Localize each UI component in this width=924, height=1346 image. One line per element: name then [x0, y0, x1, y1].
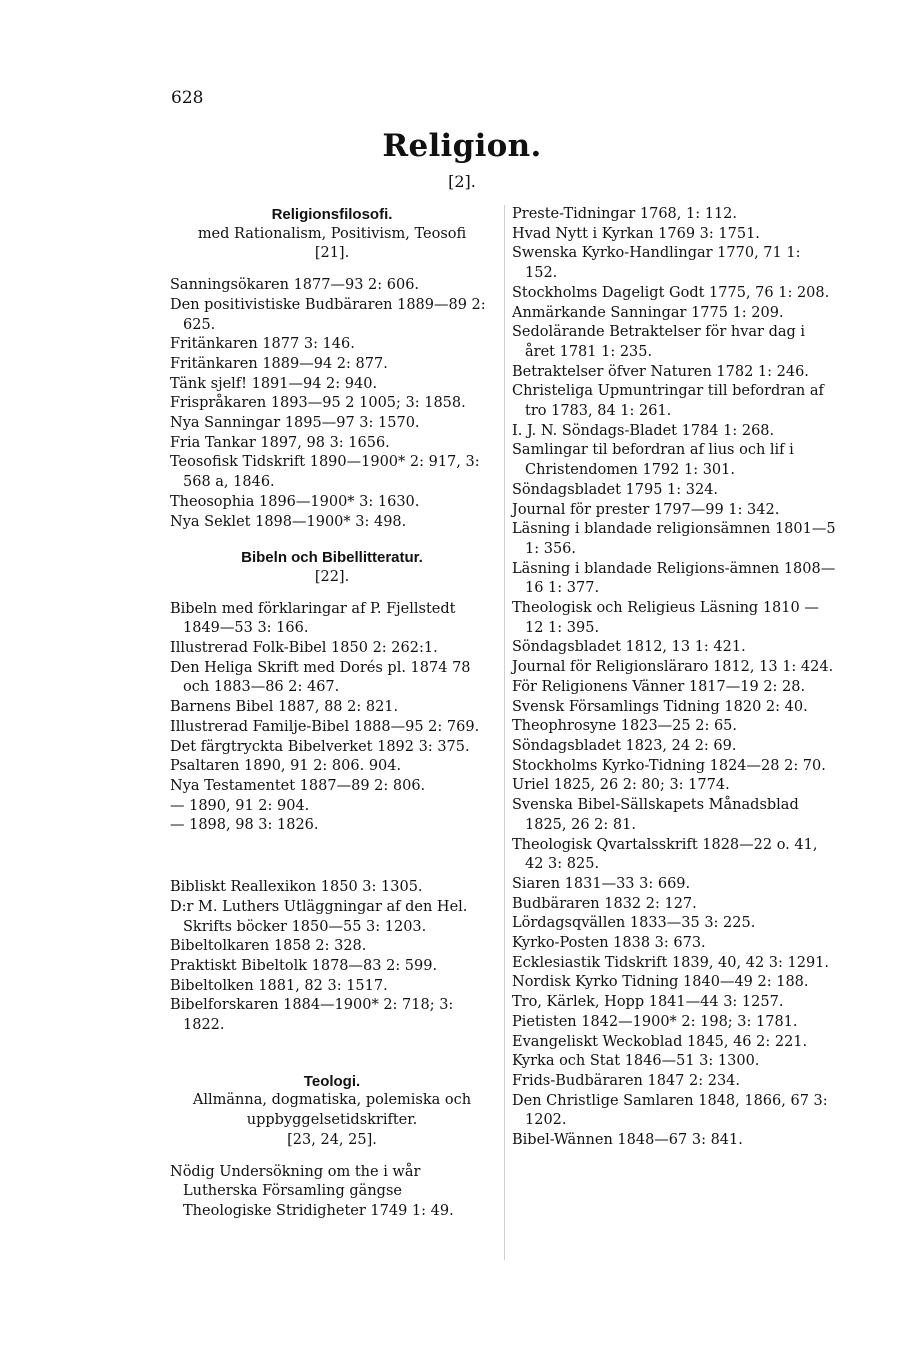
list-item: Frids-Budbäraren 1847 2: 234.	[512, 1072, 741, 1089]
list-item: Preste-Tidningar 1768, 1: 112.	[512, 206, 737, 222]
list-item: Barnens Bibel 1887, 88 2: 821.	[170, 699, 399, 716]
section-heading-religionsfilosofi: Religionsfilosofi.	[271, 206, 393, 223]
section-subtitle: med Rationalism, Positivism, Teosofi	[197, 225, 467, 242]
list-item: Illustrerad Familje-Bibel 1888—95 2: 769.	[170, 718, 480, 735]
list-item: Theologisk och Religieus Läsning 1810 —12 1: 395.	[512, 600, 819, 636]
list-item: Nordisk Kyrko Tidning 1840—49 2: 188.	[512, 974, 809, 991]
entry-list	[170, 878, 494, 1036]
list-item: Anmärkande Sanningar 1775 1: 209.	[512, 304, 784, 321]
list-item: Nya Seklet 1898—1900* 3: 498.	[170, 513, 407, 530]
section-heading-bibeln: Bibeln och Bibellitteratur.	[241, 549, 423, 567]
list-item: — 1890, 91 2: 904.	[170, 797, 310, 814]
list-item: Den Heliga Skrift med Dorés pl. 1874 78 och 1883—86 2: 467.	[170, 659, 471, 696]
list-item: Pietisten 1842—1900* 2: 198; 3: 1781.	[512, 1013, 798, 1030]
list-item: Bibeltolken 1881, 82 3: 1517.	[170, 977, 388, 994]
list-item: I. J. N. Söndags-Bladet 1784 1: 268.	[512, 422, 775, 439]
list-item: Betraktelser öfver Naturen 1782 1: 246.	[512, 363, 809, 380]
list-item: Sedolärande Betraktelser för hvar dag i året 1781 1: 235.	[512, 324, 806, 360]
list-item: Stockholms Dageligt Godt 1775, 76 1: 208.	[512, 284, 830, 301]
list-item: Det färgtryckta Bibelverket 1892 3: 375.	[170, 738, 470, 755]
list-item: Läsning i blandade religionsämnen 1801—5 1: 356.	[512, 521, 836, 557]
list-item: Budbäraren 1832 2: 127.	[512, 895, 697, 912]
list-item: Den positivistiske Budbäraren 1889—89 2: 625.	[170, 296, 486, 333]
list-item: Tro, Kärlek, Hopp 1841—44 3: 1257.	[512, 994, 784, 1011]
list-item: Christeliga Upmuntringar till befordran af tro 1783, 84 1: 261.	[512, 383, 824, 420]
column-divider	[504, 205, 505, 1260]
list-item: Hvad Nytt i Kyrkan 1769 3: 1751.	[512, 225, 760, 242]
list-item: Nya Sanningar 1895—97 3: 1570.	[170, 415, 420, 432]
page-number: 628	[171, 88, 204, 108]
list-item: Sanningsökaren 1877—93 2: 606.	[170, 277, 420, 294]
list-item: Theologisk Qvartalsskrift 1828—22 o. 41, 42 3: 825.	[512, 836, 818, 873]
list-item: Söndagsbladet 1812, 13 1: 421.	[512, 639, 746, 656]
page-title: Religion.	[382, 128, 542, 164]
entry-list	[512, 205, 836, 1151]
title-reference: [2].	[448, 172, 476, 191]
list-item: Psaltaren 1890, 91 2: 806. 904.	[170, 758, 402, 775]
list-item: Teosofisk Tidskrift 1890—1900* 2: 917, 3: 568 a, 1846.	[170, 454, 480, 491]
list-item: Ecklesiastik Tidskrift 1839, 40, 42 3: 1291.	[512, 954, 830, 971]
list-item: Läsning i blandade Religions-ämnen 1808—16 1: 377.	[512, 560, 836, 597]
list-item: Kyrko-Posten 1838 3: 673.	[512, 935, 706, 952]
list-item: Svenska Bibel-Sällskapets Månadsblad 1825, 26 2: 81.	[512, 797, 799, 833]
list-item: Fria Tankar 1897, 98 3: 1656.	[170, 434, 390, 451]
list-item: — 1898, 98 3: 1826.	[170, 817, 319, 834]
list-item: Stockholms Kyrko-Tidning 1824—28 2: 70.	[512, 757, 826, 774]
list-item: Siaren 1831—33 3: 669.	[512, 875, 691, 892]
list-item: Lördagsqvällen 1833—35 3: 225.	[512, 915, 756, 932]
left-column	[170, 205, 494, 1222]
section-reference: [23, 24, 25].	[287, 1131, 377, 1148]
list-item: Svensk Församlings Tidning 1820 2: 40.	[512, 698, 808, 715]
list-item: Söndagsbladet 1823, 24 2: 69.	[512, 737, 737, 754]
list-item: För Religionens Vänner 1817—19 2: 28.	[512, 678, 806, 695]
list-item: Uriel 1825, 26 2: 80; 3: 1774.	[512, 777, 730, 794]
list-item: Samlingar til befordran af lius och lif i Christendomen 1792 1: 301.	[512, 442, 794, 479]
entry-list	[170, 276, 494, 532]
section-reference: [22].	[314, 568, 350, 585]
list-item: Tänk sjelf! 1891—94 2: 940.	[170, 375, 378, 392]
list-item: D:r M. Luthers Utläggningar af den Hel. Skrifts böcker 1850—55 3: 1203.	[170, 898, 468, 935]
list-item: Bibel-Wännen 1848—67 3: 841.	[512, 1132, 743, 1149]
list-item: Bibeln med förklaringar af P. Fjellstedt 1849—53 3: 166.	[170, 600, 456, 637]
list-item: Swenska Kyrko-Handlingar 1770, 71 1: 152.	[512, 245, 801, 282]
list-item: Fritänkaren 1877 3: 146.	[170, 336, 355, 353]
list-item: Bibeltolkaren 1858 2: 328.	[170, 938, 367, 955]
entry-list	[170, 600, 494, 836]
right-column	[512, 205, 836, 1151]
list-item: Kyrka och Stat 1846—51 3: 1300.	[512, 1053, 760, 1070]
entry-list	[170, 1163, 494, 1222]
section-heading-teologi: Teologi.	[303, 1072, 361, 1090]
list-item: Fritänkaren 1889—94 2: 877.	[170, 355, 388, 372]
list-item: Söndagsbladet 1795 1: 324.	[512, 481, 719, 498]
list-item: Nya Testamentet 1887—89 2: 806.	[170, 777, 426, 794]
list-item: Frispråkaren 1893—95 2 1005; 3: 1858.	[170, 395, 466, 412]
section-reference: [21].	[314, 245, 350, 262]
list-item: Theosophia 1896—1900* 3: 1630.	[170, 493, 420, 510]
list-item: Bibliskt Reallexikon 1850 3: 1305.	[170, 879, 423, 896]
section-subtitle: Allmänna, dogmatiska, polemiska och uppbyggelsetidskrifter.	[192, 1092, 472, 1129]
list-item: Bibelforskaren 1884—1900* 2: 718; 3: 1822.	[170, 997, 454, 1034]
list-item: Den Christlige Samlaren 1848, 1866, 67 3: 1202.	[512, 1092, 828, 1129]
list-item: Illustrerad Folk-Bibel 1850 2: 262:1.	[170, 640, 438, 657]
list-item: Evangeliskt Weckoblad 1845, 46 2: 221.	[512, 1033, 808, 1050]
list-item: Praktiskt Bibeltolk 1878—83 2: 599.	[170, 957, 438, 974]
list-item: Theophrosyne 1823—25 2: 65.	[512, 718, 738, 735]
list-item: Journal för prester 1797—99 1: 342.	[512, 501, 780, 518]
list-item: Journal för Religionsläraro 1812, 13 1: 424.	[512, 659, 834, 676]
list-item: Nödig Undersökning om the i wår Lutherska Församling gängse Theologiske Stridigheter 1749 1: 49.	[170, 1163, 454, 1219]
